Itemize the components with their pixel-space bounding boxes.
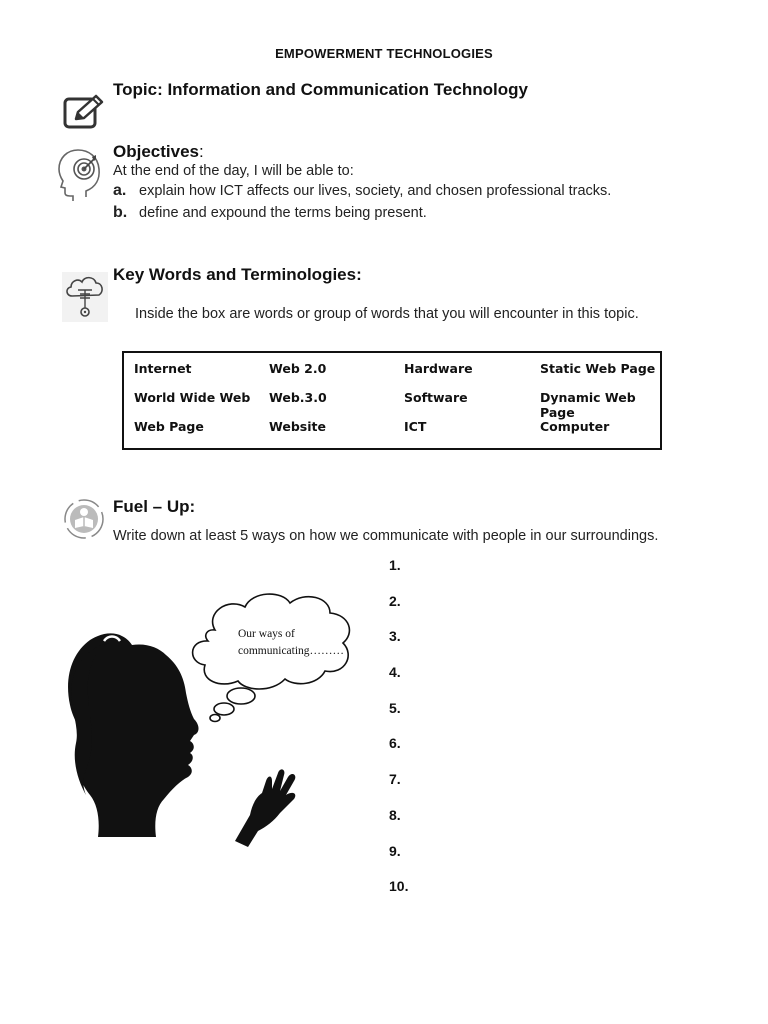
- objectives-heading-text: Objectives: [113, 142, 199, 161]
- objectives-intro: At the end of the day, I will be able to:: [113, 163, 354, 179]
- keyword: Website: [269, 419, 326, 434]
- answer-number: 7.: [389, 771, 401, 787]
- thought-line-2: communicating………: [238, 645, 345, 657]
- keyword: Static Web Page: [540, 361, 656, 376]
- target-head-icon: [56, 147, 106, 203]
- keyword: Web Page: [134, 419, 204, 434]
- objectives-heading: [113, 142, 204, 162]
- answer-number: 4.: [389, 664, 401, 680]
- keyword: Web.3.0: [269, 390, 327, 405]
- answer-number: 1.: [389, 557, 401, 573]
- answer-number: 10.: [389, 878, 409, 894]
- objective-item: [113, 204, 427, 222]
- fuelup-instruction: Write down at least 5 ways on how we communicate with people in our surroundings.: [113, 528, 659, 544]
- thought-line-1: Our ways of: [238, 628, 295, 640]
- girl-thinking-illustration: [60, 585, 390, 860]
- keyword: ICT: [404, 419, 427, 434]
- keyword: Hardware: [404, 361, 473, 376]
- keyword: Software: [404, 390, 468, 405]
- objective-text: explain how ICT affects our lives, society, and chosen professional tracks.: [139, 183, 612, 199]
- keywords-heading: Key Words and Terminologies:: [113, 265, 362, 284]
- answer-number: 3.: [389, 628, 401, 644]
- objective-item: [113, 182, 611, 200]
- objectives-colon: :: [199, 142, 204, 161]
- keyword: Internet: [134, 361, 192, 376]
- edit-icon: [62, 94, 106, 130]
- document-header: EMPOWERMENT TECHNOLOGIES: [275, 46, 493, 61]
- objective-letter: b.: [113, 204, 128, 221]
- answer-number: 6.: [389, 735, 401, 751]
- thought-text: [238, 626, 344, 660]
- keyword: Computer: [540, 419, 610, 434]
- answer-number: 2.: [389, 593, 401, 609]
- answer-number: 5.: [389, 700, 401, 716]
- fuelup-heading: Fuel – Up:: [113, 497, 196, 516]
- keywords-box: [122, 351, 662, 450]
- reader-cycle-icon: [62, 497, 106, 541]
- answer-number: 9.: [389, 843, 401, 859]
- objective-text: define and expound the terms being present.: [139, 205, 427, 221]
- keyword: Web 2.0: [269, 361, 327, 376]
- keywords-instruction: Inside the box are words or group of words that you will encounter in this topic.: [135, 306, 639, 322]
- objective-letter: a.: [113, 182, 127, 199]
- keyword: Dynamic Web Page: [540, 390, 636, 420]
- topic-title: Topic: Information and Communication Technology: [113, 80, 528, 99]
- cloud-network-icon: [62, 272, 108, 322]
- answer-number: 8.: [389, 807, 401, 823]
- keyword: World Wide Web: [134, 390, 251, 405]
